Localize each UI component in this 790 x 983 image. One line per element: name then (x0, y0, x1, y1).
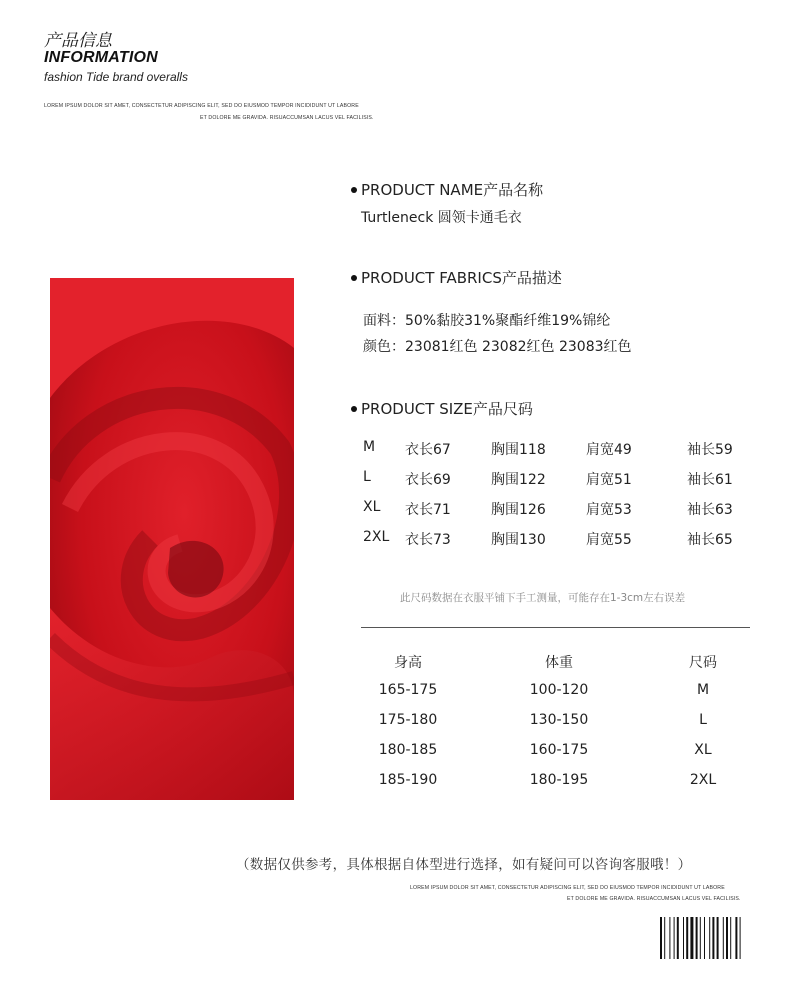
size-length: 衣长69 (405, 472, 451, 488)
barcode-bar (686, 917, 688, 959)
barcode-bar (709, 917, 710, 959)
size-chest: 胸围122 (491, 472, 546, 488)
size-reference-table (338, 652, 778, 802)
fabric-color: 颜色：23081红色 23082红色 23083红色 (363, 339, 632, 355)
size-length: 衣长71 (405, 502, 451, 518)
size-shoulder: 肩宽55 (586, 532, 632, 548)
table-cell: XL (694, 742, 712, 758)
table-cell: 185-190 (378, 772, 438, 788)
table-cell: 165-175 (378, 682, 438, 698)
barcode-bar (669, 917, 670, 959)
size-length: 衣长67 (405, 442, 451, 458)
size-sleeve: 袖长59 (687, 442, 733, 458)
size-shoulder: 肩宽51 (586, 472, 632, 488)
product-name-heading (351, 179, 543, 200)
size-chest: 胸围118 (491, 442, 546, 458)
size-row-l (363, 469, 743, 489)
size-shoulder: 肩宽53 (586, 502, 632, 518)
barcode-bar (677, 917, 679, 959)
barcode-bar (660, 917, 662, 959)
fabric-material: 面料：50%黏胶31%聚酯纤维19%锦纶 (363, 313, 611, 329)
bullet-icon (351, 275, 357, 281)
barcode-bar (740, 917, 741, 959)
size-chest: 胸围126 (491, 502, 546, 518)
barcode-bar (726, 917, 728, 959)
lorem-text-1: LOREM IPSUM DOLOR SIT AMET, CONSECTETUR ADIPISCING ELIT, SED DO EIUSMOD TEMPOR INCIDIDUNT UT LABORE (44, 103, 359, 109)
table-cell: M (696, 682, 710, 698)
table-cell: 100-120 (529, 682, 589, 698)
measurement-note: 此尺码数据在衣服平铺下手工测量，可能存在1-3cm左右误差 (400, 592, 686, 604)
divider (361, 627, 750, 628)
footer-lorem-2: ET DOLORE ME GRAVIDA. RISUACCUMSAN LACUS VEL FACILISIS. (567, 896, 741, 902)
table-cell: 175-180 (378, 712, 438, 728)
barcode-bar (696, 917, 698, 959)
barcode-bar (683, 917, 684, 959)
title-en: INFORMATION (44, 49, 158, 66)
barcode-bar (700, 917, 701, 959)
product-size-title: PRODUCT SIZE产品尺码 (361, 400, 533, 418)
table-header: 尺码 (689, 655, 717, 671)
size-chest: 胸围130 (491, 532, 546, 548)
product-name-title: PRODUCT NAME产品名称 (361, 181, 544, 199)
table-cell: 130-150 (529, 712, 589, 728)
product-fabrics-title: PRODUCT FABRICS产品描述 (361, 269, 562, 287)
table-header: 身高 (394, 655, 422, 671)
product-fabrics-heading (351, 267, 562, 288)
barcode-bar (730, 917, 731, 959)
barcode-bar (723, 917, 724, 959)
fabric-photo (50, 278, 294, 800)
table-cell: 180-185 (378, 742, 438, 758)
barcode-bar (704, 917, 705, 959)
size-length: 衣长73 (405, 532, 451, 548)
disclaimer: （数据仅供参考，具体根据自体型进行选择，如有疑问可以咨询客服哦！） (236, 857, 692, 873)
bullet-icon (351, 406, 357, 412)
size-sleeve: 袖长63 (687, 502, 733, 518)
table-cell: L (699, 712, 707, 728)
lorem-text-2: ET DOLORE ME GRAVIDA. RISUACCUMSAN LACUS VEL FACILISIS. (200, 115, 374, 121)
table-header: 体重 (545, 655, 573, 671)
size-row-xl (363, 499, 743, 519)
title-cn: 产品信息 (44, 31, 112, 51)
size-label: 2XL (363, 529, 390, 545)
product-size-heading (351, 398, 533, 419)
table-cell: 160-175 (529, 742, 589, 758)
barcode-bar (735, 917, 737, 959)
barcode-bar (690, 917, 693, 959)
barcode-bar (674, 917, 675, 959)
product-name-value: Turtleneck 圆领卡通毛衣 (361, 210, 522, 226)
size-sleeve: 袖长65 (687, 532, 733, 548)
size-label: M (363, 439, 376, 455)
subtitle: fashion Tide brand overalls (44, 70, 188, 84)
footer-lorem-1: LOREM IPSUM DOLOR SIT AMET, CONSECTETUR ADIPISCING ELIT, SED DO EIUSMOD TEMPOR INCIDIDUNT UT LABORE (410, 885, 725, 891)
barcode-bar (664, 917, 665, 959)
size-row-2xl (363, 529, 743, 549)
size-sleeve: 袖长61 (687, 472, 733, 488)
barcode-bar (717, 917, 719, 959)
size-label: L (363, 469, 371, 485)
size-row-m (363, 439, 743, 459)
barcode-bar (712, 917, 714, 959)
size-shoulder: 肩宽49 (586, 442, 632, 458)
size-label: XL (363, 499, 381, 515)
table-cell: 180-195 (529, 772, 589, 788)
bullet-icon (351, 187, 357, 193)
table-cell: 2XL (689, 772, 717, 788)
barcode-icon (659, 917, 761, 959)
